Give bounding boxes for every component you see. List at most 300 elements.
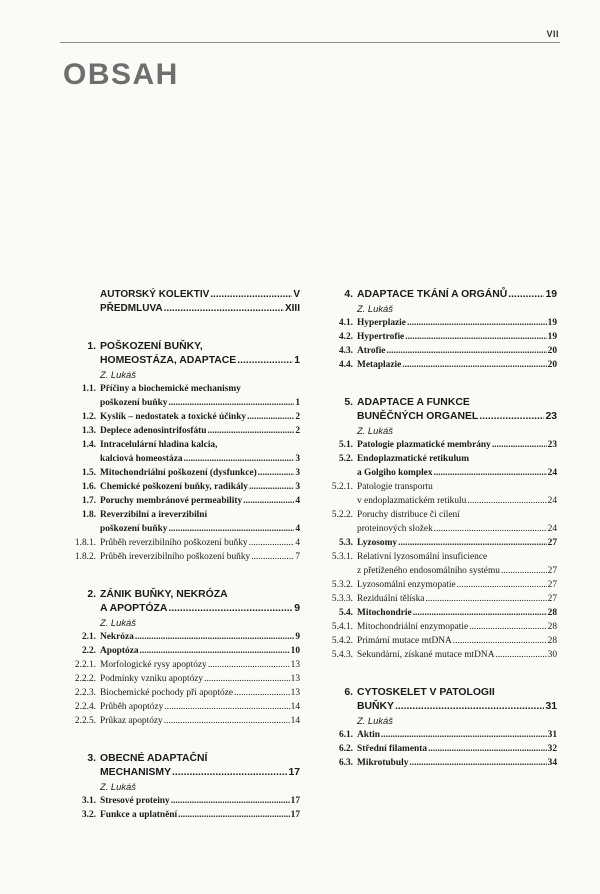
toc-entry-body — [357, 634, 557, 648]
toc-entry-title-line: ZÁNIK BUŇKY, NEKRÓZA — [100, 589, 228, 600]
toc-leader-dots — [492, 438, 547, 452]
toc-subsection[interactable] — [323, 480, 557, 508]
toc-entry-title: Biochemické pochody při apoptóze — [100, 688, 234, 698]
toc-entry-number: 5.3.1. — [331, 552, 353, 562]
toc-author — [66, 780, 300, 794]
toc-leader-dots — [208, 424, 295, 438]
toc-entry-body — [100, 808, 300, 822]
toc-entry-title: Průkaz apoptózy — [100, 716, 163, 726]
toc-section[interactable] — [66, 410, 300, 424]
toc-leader-dots — [434, 522, 547, 536]
toc-entry-number: 5.2.2. — [331, 510, 353, 520]
toc-section[interactable] — [66, 794, 300, 808]
toc-page-number: 32 — [547, 744, 557, 754]
toc-page-number: 1 — [294, 355, 300, 366]
toc-leader-dots — [469, 620, 546, 634]
toc-leader-dots — [164, 700, 289, 714]
toc-subsection[interactable] — [323, 550, 557, 578]
toc-entry-line — [100, 536, 300, 550]
toc-entry-title: Reziduální tělíska — [357, 594, 425, 604]
toc-entry-title-line: OBECNÉ ADAPTAČNÍ — [100, 753, 208, 764]
toc-section[interactable] — [323, 344, 557, 358]
toc-leader-dots — [247, 410, 294, 424]
toc-entry-number: 1. — [87, 341, 96, 352]
toc-entry-number: 6. — [344, 687, 353, 698]
toc-entry-line — [100, 658, 300, 672]
toc-page-number: 17 — [288, 767, 300, 778]
toc-leader-dots — [204, 672, 290, 686]
toc-entry-body — [357, 606, 557, 620]
toc-entry[interactable] — [66, 288, 300, 302]
toc-entry-line — [100, 466, 300, 480]
toc-entry-number: 2.2.4. — [74, 702, 96, 712]
toc-leader-dots — [479, 410, 544, 424]
toc-entry-body — [357, 480, 557, 508]
toc-section[interactable] — [66, 480, 300, 494]
toc-entry-line — [100, 494, 300, 508]
toc-entry-title-line: Reverzibilní a ireverzibilní — [100, 510, 208, 520]
toc-chapter[interactable] — [323, 686, 557, 714]
toc-leader-dots — [168, 522, 294, 536]
toc-leader-dots — [168, 602, 293, 616]
toc-entry-body — [100, 424, 300, 438]
toc-leader-dots — [164, 302, 284, 316]
toc-entry-number: 5.2.1. — [331, 482, 353, 492]
toc-entry-number: 2. — [87, 589, 96, 600]
toc-entry-number: 5.4.2. — [331, 636, 353, 646]
toc-entry-body — [357, 620, 557, 634]
toc-page-number: V — [293, 289, 300, 300]
toc-entry-title: kalciová homeostáza — [100, 454, 183, 464]
toc-entry-title: poškození buňky — [100, 524, 168, 534]
toc-entry-number: 6.3. — [338, 758, 353, 768]
toc-entry-line — [100, 302, 300, 316]
toc-entry-title-line: Relativní lyzosomální insuficience — [357, 552, 488, 562]
toc-entry-body — [100, 794, 300, 808]
toc-leader-dots — [243, 494, 294, 508]
toc-entry-title: Chemické poškození buňky, radikály — [100, 482, 248, 492]
toc-page-number: 27 — [547, 538, 557, 548]
toc-page-number: 20 — [547, 346, 557, 356]
toc-leader-dots — [434, 466, 547, 480]
toc-entry-body — [100, 438, 300, 466]
toc-leader-dots — [402, 358, 546, 372]
toc-entry-title-line: Poruchy distribuce či cílení — [357, 510, 460, 520]
toc-entry-title: AUTORSKÝ KOLEKTIV — [100, 289, 210, 300]
toc-page-number: 27 — [547, 566, 557, 576]
toc-leader-dots — [184, 452, 295, 466]
toc-subsection[interactable] — [323, 648, 557, 662]
toc-entry-number: 3.2. — [81, 810, 96, 820]
toc-entry-title: Podmínky vzniku apoptózy — [100, 674, 204, 684]
toc-page-number: 19 — [547, 318, 557, 328]
toc-entry-line — [357, 410, 557, 424]
toc-entry-title-line: Intracelulární hladina kalcia, — [100, 440, 218, 450]
toc-entry-body — [357, 396, 557, 424]
toc-entry-body — [357, 578, 557, 592]
toc-section[interactable] — [66, 630, 300, 644]
toc-author — [323, 302, 557, 316]
toc-author-name: Z. Lukáš — [100, 781, 136, 792]
toc-entry-body — [357, 358, 557, 372]
toc-entry-body — [357, 686, 557, 714]
toc-entry-body — [100, 382, 300, 410]
toc-chapter[interactable] — [323, 288, 557, 302]
toc-entry-body — [100, 508, 300, 536]
toc-entry-title: HOMEOSTÁZA, ADAPTACE — [100, 355, 237, 366]
toc-subsection[interactable] — [323, 620, 557, 634]
toc-entry-number: 1.8. — [81, 510, 96, 520]
toc-entry-title: Primární mutace mtDNA — [357, 636, 452, 646]
toc-right-column — [323, 288, 557, 770]
toc-entry-body — [357, 316, 557, 330]
toc-entry-title: Atrofie — [357, 346, 386, 356]
toc-entry-title: proteinových složek — [357, 524, 433, 534]
toc-page-number: 3 — [295, 482, 300, 492]
toc-entry-body — [100, 672, 300, 686]
toc-entry-body — [357, 508, 557, 536]
toc-entry-title: Mitochondriální enzymopatie — [357, 622, 469, 632]
toc-leader-dots — [171, 794, 290, 808]
toc-entry-number: 5.4. — [338, 608, 353, 618]
toc-entry[interactable] — [66, 302, 300, 316]
toc-entry-number: 1.2. — [81, 412, 96, 422]
toc-leader-dots — [409, 756, 546, 770]
toc-entry-line — [100, 424, 300, 438]
toc-subsection[interactable] — [323, 508, 557, 536]
toc-entry-number: 2.2. — [81, 646, 96, 656]
toc-entry-body — [100, 494, 300, 508]
toc-page-number: 19 — [545, 289, 557, 300]
toc-page-number: 24 — [547, 524, 557, 534]
toc-author — [323, 424, 557, 438]
toc-section[interactable] — [323, 606, 557, 620]
toc-page-number: XIII — [284, 303, 300, 314]
toc-entry-line — [100, 686, 300, 700]
toc-entry-line — [357, 756, 557, 770]
toc-section[interactable] — [323, 438, 557, 452]
toc-section[interactable] — [66, 466, 300, 480]
toc-entry-number: 2.1. — [81, 632, 96, 642]
toc-section[interactable] — [66, 438, 300, 466]
toc-entry-body — [357, 550, 557, 578]
toc-leader-dots — [172, 766, 287, 780]
toc-entry-line — [100, 602, 300, 616]
toc-subsection[interactable] — [323, 578, 557, 592]
toc-page-number: 13 — [290, 688, 300, 698]
toc-entry-line — [357, 564, 557, 578]
toc-entry-title: Metaplazie — [357, 360, 402, 370]
toc-author-name: Z. Lukáš — [100, 617, 136, 628]
toc-entry-body — [357, 728, 557, 742]
header-rule — [60, 42, 560, 43]
toc-entry-title: Poruchy membránové permeability — [100, 496, 243, 506]
toc-leader-dots — [381, 728, 547, 742]
toc-entry-title: Morfologické rysy apoptózy — [100, 660, 207, 670]
toc-chapter[interactable] — [323, 396, 557, 424]
toc-entry-number: 6.1. — [338, 730, 353, 740]
toc-entry-body — [100, 480, 300, 494]
toc-leader-dots — [425, 592, 546, 606]
toc-chapter[interactable] — [66, 752, 300, 780]
toc-author — [66, 616, 300, 630]
toc-leader-dots — [405, 330, 546, 344]
toc-section[interactable] — [66, 382, 300, 410]
toc-entry-body — [100, 644, 300, 658]
toc-entry-body — [357, 648, 557, 662]
toc-section[interactable] — [323, 742, 557, 756]
toc-entry-number: 1.1. — [81, 384, 96, 394]
toc-entry-line — [100, 766, 300, 780]
toc-leader-dots — [237, 354, 293, 368]
toc-page-number: 28 — [547, 636, 557, 646]
toc-entry-number: 1.6. — [81, 482, 96, 492]
toc-subsection[interactable] — [66, 686, 300, 700]
toc-page-number: 14 — [290, 716, 300, 726]
page-title: OBSAH — [63, 58, 179, 91]
toc-section[interactable] — [323, 728, 557, 742]
toc-entry-number: 6.2. — [338, 744, 353, 754]
toc-subsection[interactable] — [66, 672, 300, 686]
toc-subsection[interactable] — [66, 536, 300, 550]
toc-entry-title-line: Příčiny a biochemické mechanismy — [100, 384, 241, 394]
toc-entry-number: 4.3. — [338, 346, 353, 356]
toc-entry-body — [357, 344, 557, 358]
toc-page-number: 31 — [547, 730, 557, 740]
toc-page-number: 27 — [547, 594, 557, 604]
toc-leader-dots — [168, 396, 294, 410]
toc-leader-dots — [395, 700, 544, 714]
toc-page-number: 27 — [547, 580, 557, 590]
toc-entry-title-line: POŠKOZENÍ BUŇKY, — [100, 341, 203, 352]
toc-entry-number: 1.8.1. — [74, 538, 96, 548]
toc-entry-body — [357, 288, 557, 302]
toc-leader-dots — [457, 578, 547, 592]
toc-author-name: Z. Lukáš — [100, 369, 136, 380]
toc-entry-line — [357, 344, 557, 358]
toc-page-number: 34 — [547, 758, 557, 768]
toc-entry-number: 4. — [344, 289, 353, 300]
toc-entry-title: Střední filamenta — [357, 744, 428, 754]
toc-entry-line — [100, 550, 300, 564]
toc-page-number: 24 — [547, 496, 557, 506]
toc-leader-dots — [453, 634, 547, 648]
toc-section[interactable] — [66, 508, 300, 536]
toc-entry-body — [100, 288, 300, 302]
toc-entry-line — [357, 466, 557, 480]
toc-entry-line — [357, 438, 557, 452]
toc-section[interactable] — [323, 316, 557, 330]
toc-entry-title: Průběh apoptózy — [100, 702, 164, 712]
toc-entry-title: MECHANISMY — [100, 767, 172, 778]
toc-entry-body — [100, 700, 300, 714]
toc-entry-body — [357, 742, 557, 756]
toc-entry-line — [100, 452, 300, 466]
toc-page-number: 31 — [545, 701, 557, 712]
toc-entry-line — [100, 480, 300, 494]
toc-page-number: 13 — [290, 660, 300, 670]
toc-author-name: Z. Lukáš — [357, 425, 393, 436]
toc-entry-title: v endoplazmatickém retikulu — [357, 496, 467, 506]
toc-entry-title: a Golgiho komplex — [357, 468, 433, 478]
toc-entry-number: 4.2. — [338, 332, 353, 342]
toc-entry-body — [100, 466, 300, 480]
toc-entry-number: 2.2.2. — [74, 674, 96, 684]
toc-author — [66, 368, 300, 382]
toc-leader-dots — [386, 344, 546, 358]
toc-entry-line — [357, 358, 557, 372]
toc-author — [323, 714, 557, 728]
toc-entry-body — [100, 752, 300, 780]
toc-leader-dots — [249, 480, 294, 494]
toc-entry-number: 3. — [87, 753, 96, 764]
toc-entry-title: Nekróza — [100, 632, 134, 642]
toc-section[interactable] — [66, 424, 300, 438]
toc-entry-body — [100, 340, 300, 368]
toc-entry-number: 4.1. — [338, 318, 353, 328]
toc-page-number: 4 — [295, 496, 300, 506]
toc-entry-line — [357, 728, 557, 742]
toc-entry-line — [100, 630, 300, 644]
toc-leader-dots — [467, 494, 546, 508]
toc-entry-line — [357, 316, 557, 330]
toc-page-number: 28 — [547, 608, 557, 618]
toc-leader-dots — [178, 808, 290, 822]
toc-subsection[interactable] — [66, 714, 300, 728]
toc-entry-number: 1.7. — [81, 496, 96, 506]
toc-entry-line — [100, 410, 300, 424]
toc-leader-dots — [210, 288, 292, 302]
toc-entry-line — [357, 620, 557, 634]
toc-entry-title: Mitochondrie — [357, 608, 412, 618]
toc-entry-title: Průběh reverzibilního poškození buňky — [100, 538, 248, 548]
toc-entry-title-line: Endoplazmatické retikulum — [357, 454, 470, 464]
toc-entry-title: Kyslík – nedostatek a toxické účinky — [100, 412, 247, 422]
toc-leader-dots — [413, 606, 547, 620]
toc-entry-body — [357, 756, 557, 770]
toc-leader-dots — [508, 288, 544, 302]
toc-entry-number: 2.2.3. — [74, 688, 96, 698]
toc-page-number: 30 — [547, 650, 557, 660]
toc-leader-dots — [258, 466, 295, 480]
toc-page-number: 23 — [547, 440, 557, 450]
toc-entry-title-line: Patologie transportu — [357, 482, 433, 492]
toc-entry-title: Lyzosomy — [357, 538, 398, 548]
toc-page-number: 9 — [295, 632, 300, 642]
toc-entry-body — [100, 302, 300, 316]
toc-entry-line — [357, 700, 557, 714]
toc-entry-title: ADAPTACE TKÁNÍ A ORGÁNŮ — [357, 289, 508, 300]
toc-entry-number: 5.2. — [338, 454, 353, 464]
toc-entry-number: 1.4. — [81, 440, 96, 450]
toc-entry-line — [357, 536, 557, 550]
toc-section[interactable] — [66, 644, 300, 658]
toc-subsection[interactable] — [323, 592, 557, 606]
toc-entry-line — [357, 522, 557, 536]
toc-leader-dots — [135, 630, 294, 644]
toc-entry-line — [100, 644, 300, 658]
toc-entry-title: BUŇKY — [357, 701, 394, 712]
toc-entry-number: 2.2.5. — [74, 716, 96, 726]
toc-entry-title: Lyzosomální enzymopatie — [357, 580, 456, 590]
toc-subsection[interactable] — [66, 700, 300, 714]
toc-entry-title: poškození buňky — [100, 398, 168, 408]
toc-entry-number: 3.1. — [81, 796, 96, 806]
toc-entry-title: BUNĚČNÝCH ORGANEL — [357, 411, 479, 422]
page-number: VII — [546, 29, 559, 39]
toc-subsection[interactable] — [323, 634, 557, 648]
toc-section[interactable] — [323, 452, 557, 480]
toc-page-number: 7 — [295, 552, 300, 562]
toc-entry-line — [100, 700, 300, 714]
toc-leader-dots — [495, 648, 546, 662]
toc-entry-title: Apoptóza — [100, 646, 139, 656]
toc-page-number: 9 — [294, 603, 300, 614]
toc-leader-dots — [501, 564, 547, 578]
toc-entry-title: Průběh ireverzibilního poškození buňky — [100, 552, 251, 562]
toc-entry-line — [100, 794, 300, 808]
toc-entry-number: 5.4.1. — [331, 622, 353, 632]
toc-leader-dots — [251, 550, 294, 564]
toc-entry-line — [357, 288, 557, 302]
toc-chapter[interactable] — [66, 340, 300, 368]
toc-entry-number: 1.3. — [81, 426, 96, 436]
toc-leader-dots — [164, 714, 290, 728]
toc-page-number: 23 — [545, 411, 557, 422]
toc-section[interactable] — [323, 756, 557, 770]
toc-page-number: 13 — [290, 674, 300, 684]
toc-entry-body — [357, 438, 557, 452]
toc-entry-line — [100, 808, 300, 822]
toc-entry-line — [100, 288, 300, 302]
toc-section[interactable] — [66, 808, 300, 822]
toc-entry-title: Funkce a uplatnění — [100, 810, 178, 820]
toc-chapter[interactable] — [66, 588, 300, 616]
toc-entry-body — [100, 410, 300, 424]
toc-entry-number: 1.5. — [81, 468, 96, 478]
toc-section[interactable] — [323, 358, 557, 372]
toc-section[interactable] — [66, 494, 300, 508]
toc-page-number: 14 — [290, 702, 300, 712]
toc-page-number: 24 — [547, 468, 557, 478]
toc-page-number: 17 — [290, 796, 300, 806]
toc-entry-line — [100, 714, 300, 728]
toc-entry-line — [357, 648, 557, 662]
toc-entry-line — [357, 606, 557, 620]
toc-entry-body — [100, 550, 300, 564]
toc-page-number: 4 — [295, 538, 300, 548]
toc-section[interactable] — [323, 536, 557, 550]
toc-entry-title: Mitochondriální poškození (dysfunkce) — [100, 468, 257, 478]
toc-leader-dots — [208, 658, 290, 672]
toc-entry-body — [100, 630, 300, 644]
toc-entry-number: 5.3. — [338, 538, 353, 548]
toc-entry-title-line: CYTOSKELET V PATOLOGII — [357, 687, 495, 698]
toc-left-column — [66, 288, 300, 822]
toc-entry-body — [357, 452, 557, 480]
toc-section[interactable] — [323, 330, 557, 344]
toc-entry-line — [100, 396, 300, 410]
toc-entry-title: Patologie plazmatické membrány — [357, 440, 491, 450]
toc-entry-title: A APOPTÓZA — [100, 603, 168, 614]
toc-entry-body — [100, 686, 300, 700]
toc-leader-dots — [407, 316, 547, 330]
toc-subsection[interactable] — [66, 658, 300, 672]
toc-page-number: 1 — [295, 398, 300, 408]
toc-entry-body — [357, 536, 557, 550]
toc-subsection[interactable] — [66, 550, 300, 564]
toc-page-number: 28 — [547, 622, 557, 632]
